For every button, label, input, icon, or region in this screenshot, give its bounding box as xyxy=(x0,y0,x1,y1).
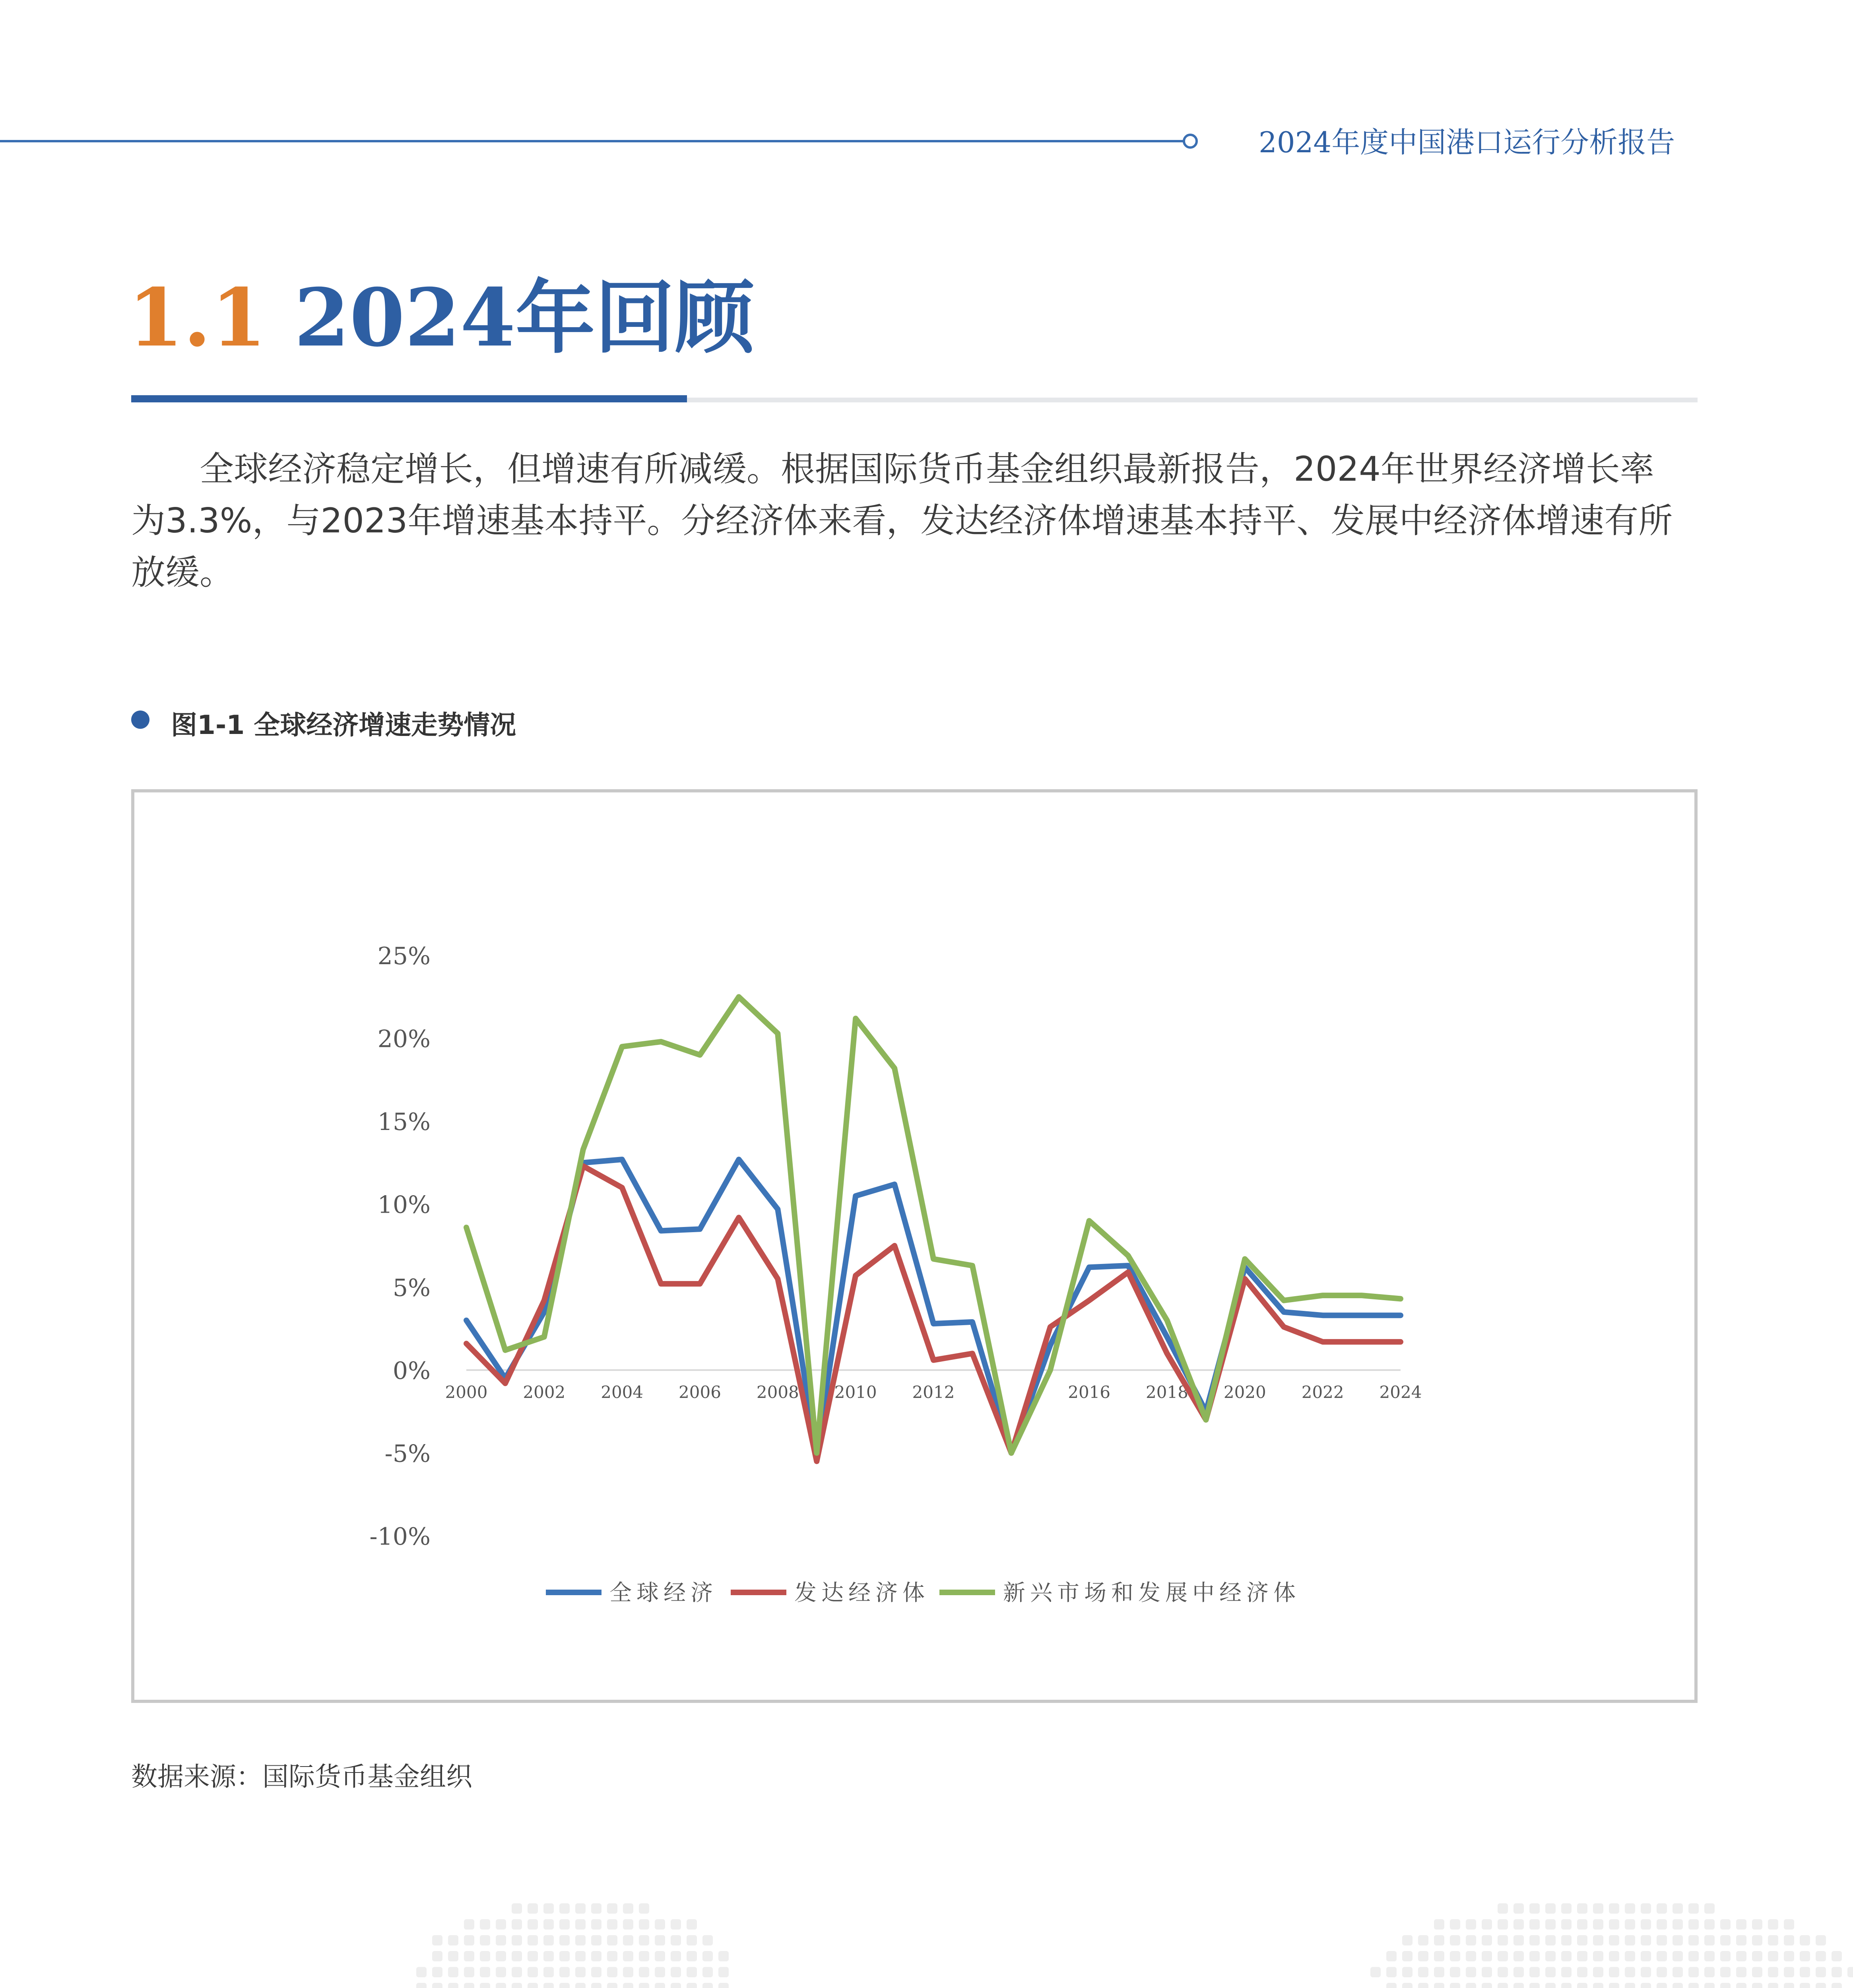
legend-label: 发达经济体 xyxy=(794,1580,929,1606)
growth-line-chart xyxy=(134,792,1694,1700)
x-tick-label: 2006 xyxy=(679,1382,721,1402)
x-tick-label: 2020 xyxy=(1223,1382,1266,1402)
world-map-dot-pattern xyxy=(0,1901,1853,1988)
report-title: 2024年度中国港口运行分析报告 xyxy=(1259,126,1675,159)
x-tick-label: 2002 xyxy=(523,1382,566,1402)
x-tick-label: 2016 xyxy=(1068,1382,1111,1402)
x-tick-label: 2012 xyxy=(912,1382,955,1402)
section-number: 1.1 xyxy=(128,271,266,365)
paragraph-line: 全球经济稳定增长，但增速有所减缓。根据国际货币基金组织最新报告，2024年世界经济增长率 xyxy=(200,449,1654,489)
y-tick-label: 5% xyxy=(392,1274,431,1302)
x-tick-label: 2024 xyxy=(1379,1382,1422,1402)
x-tick-label: 2004 xyxy=(601,1382,644,1402)
x-tick-label: 2018 xyxy=(1146,1382,1188,1402)
y-tick-label: 15% xyxy=(377,1108,431,1136)
y-axis-ticks xyxy=(369,942,1401,1551)
chart-frame xyxy=(131,789,1698,1703)
header-rule-end-dot xyxy=(1183,134,1198,149)
legend-label: 全球经济 xyxy=(609,1580,718,1606)
x-axis-ticks xyxy=(445,1382,1422,1402)
x-tick-label: 2000 xyxy=(445,1382,488,1402)
y-tick-label: 10% xyxy=(377,1191,431,1219)
paragraph-line: 放缓。 xyxy=(131,553,234,592)
x-tick-label: 2010 xyxy=(834,1382,877,1402)
legend-label: 新兴市场和发展中经济体 xyxy=(1003,1580,1300,1606)
figure-source: 数据来源：国际货币基金组织 xyxy=(131,1761,472,1792)
body-paragraph xyxy=(131,443,1698,598)
section-title: 2024年回顾 xyxy=(294,271,754,365)
y-tick-label: 20% xyxy=(377,1025,431,1053)
y-tick-label: -5% xyxy=(384,1440,431,1468)
y-tick-label: 25% xyxy=(377,942,431,970)
figure-bullet-icon xyxy=(131,711,149,729)
chart-legend xyxy=(546,1580,1300,1606)
paragraph-line: 为3.3%，与2023年增速基本持平。分经济体来看，发达经济体增速基本持平、发展中经济体增速有所 xyxy=(131,501,1673,541)
y-tick-label: 0% xyxy=(392,1357,431,1385)
figure-caption: 图1-1 全球经济增速走势情况 xyxy=(171,710,516,740)
x-tick-label: 2008 xyxy=(756,1382,799,1402)
series-line-1 xyxy=(466,1159,1401,1453)
x-tick-label: 2022 xyxy=(1301,1382,1344,1402)
section-underline-accent xyxy=(131,395,687,402)
header-rule xyxy=(0,140,1191,142)
y-tick-label: -10% xyxy=(369,1523,431,1551)
